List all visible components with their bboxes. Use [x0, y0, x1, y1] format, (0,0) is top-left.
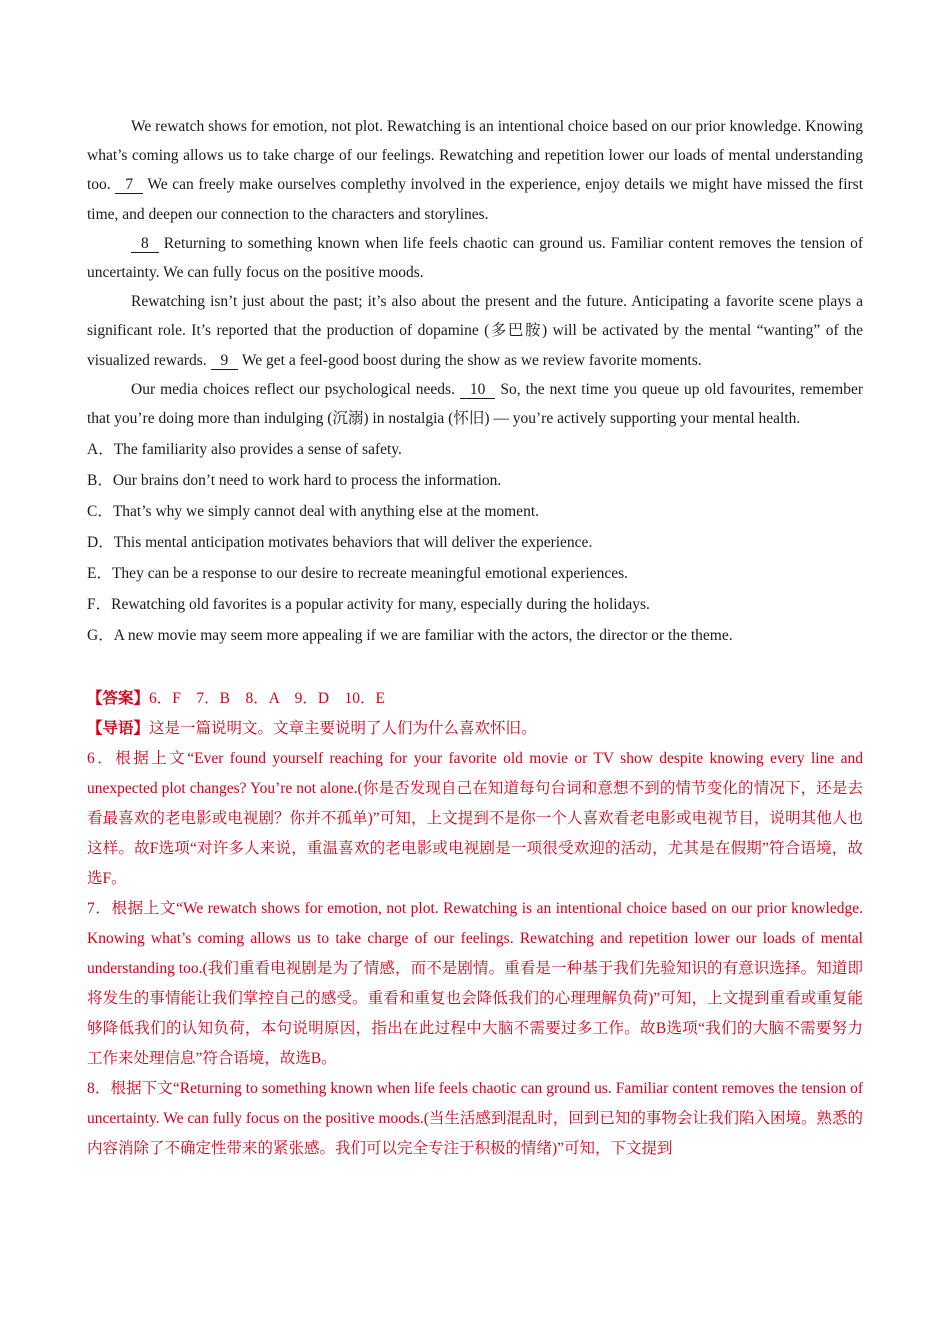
explanation-7: 7．根据上文“We rewatch shows for emotion, not plot. Rewatching is an intentional choice based on our prior knowledge. Knowing what’s coming allows us to take charge of our feelings. Rewatching and repetition lower our loads of mental understanding too.(我们重看电视剧是为了情感，而不是剧情。重看是一种基于我们先验知识的有意识选择。知道即将发生的事情能让我们掌控自己的感受。重看和重复也会降低我们的心理理解负荷)”可知，上文提到重看或重复能够降低我们的认知负荷，本句说明原因，指出在此过程中大脑不需要过多工作。故B选项“我们的大脑不需要努力工作来处理信息”符合语境，故选B。 [87, 900, 863, 1068]
answer-text: 6．F 7．B 8．A 9．D 10．E [149, 690, 385, 708]
passage-paragraph-2 [87, 229, 863, 287]
answer-section [87, 684, 863, 1164]
explanation-6: 6．根据上文“Ever found yourself reaching for your favorite old movie or TV show despite knowing every line and unexpected plot changes? You’re not alone.(你是否发现自己在知道每句台词和意想不到的情节变化的情况下，还是去看最喜欢的老电影或电视剧？你并不孤单)”可知，上文提到不是你一个人喜欢看老电影或电视节目，说明其他人也这样。故F选项“对许多人来说，重温喜欢的老电影或电视剧是一项很受欢迎的活动，尤其是在假期”符合语境，故选F。 [87, 750, 863, 888]
answer-tag: 【答案】 [87, 690, 150, 708]
blank-10: 10 [460, 382, 496, 399]
option-e: E．They can be a response to our desire to recreate meaningful emotional experiences. [87, 565, 628, 583]
passage-paragraph-4 [87, 375, 863, 433]
paragraph-text: We get a feel-good boost during the show as we review favorite moments. [238, 351, 702, 369]
options-list [87, 434, 863, 651]
document-content [87, 112, 863, 1164]
paragraph-text: We rewatch shows for emotion, not plot. Rewatching is an intentional choice based on our prior knowledge. Knowing what’s coming allows us to take charge of our feelings. Rewatching and repetition lower our loads of mental understanding too. [87, 118, 863, 194]
guide-line [87, 714, 863, 744]
option-f: F．Rewatching old favorites is a popular activity for many, especially during the holidays. [87, 596, 650, 614]
option-g: G．A new movie may seem more appealing if we are familiar with the actors, the director or the theme. [87, 627, 733, 645]
blank-7: 7 [115, 177, 143, 194]
passage-paragraph-1 [87, 112, 863, 229]
paragraph-text: Rewatching isn’t just about the past; it’s also about the present and the future. Anticipating a favorite scene plays a significant role. It’s reported that the production of dopamine (多巴胺) will be activated by the mental “wanting” of the visualized rewards. [87, 293, 863, 369]
paragraph-text: So, the next time you queue up old favourites, remember that you’re doing more than indulging (沉溺) in nostalgia (怀旧) — you’re actively supporting your mental health. [87, 380, 863, 428]
guide-tag: 【导语】 [87, 720, 150, 738]
paragraph-text: We can freely make ourselves complethy involved in the experience, enjoy details we might have missed the first time, and deepen our connection to the characters and storylines. [87, 176, 863, 223]
option-b: B．Our brains don’t need to work hard to process the information. [87, 472, 502, 490]
option-c: C．That’s why we simply cannot deal with anything else at the moment. [87, 503, 539, 521]
passage-paragraph-3 [87, 287, 863, 375]
answer-line [87, 684, 863, 714]
option-d: D．This mental anticipation motivates behaviors that will deliver the experience. [87, 534, 593, 552]
guide-text: 这是一篇说明文。文章主要说明了人们为什么喜欢怀旧。 [149, 720, 537, 738]
blank-8: 8 [131, 236, 159, 253]
paragraph-text: Returning to something known when life feels chaotic can ground us. Familiar content removes the tension of uncertainty. We can fully focus on the positive moods. [87, 234, 863, 282]
explanation-8: 8．根据下文“Returning to something known when life feels chaotic can ground us. Familiar content removes the tension of uncertainty. We can fully focus on the positive moods.(当生活感到混乱时，回到已知的事物会让我们陷入困境。熟悉的内容消除了不确定性带来的紧张感。我们可以完全专注于积极的情绪)”可知，下文提到 [87, 1080, 863, 1158]
option-a: A．The familiarity also provides a sense of safety. [87, 441, 402, 459]
blank-9: 9 [211, 353, 239, 370]
paragraph-text: Our media choices reflect our psychological needs. [131, 380, 460, 398]
